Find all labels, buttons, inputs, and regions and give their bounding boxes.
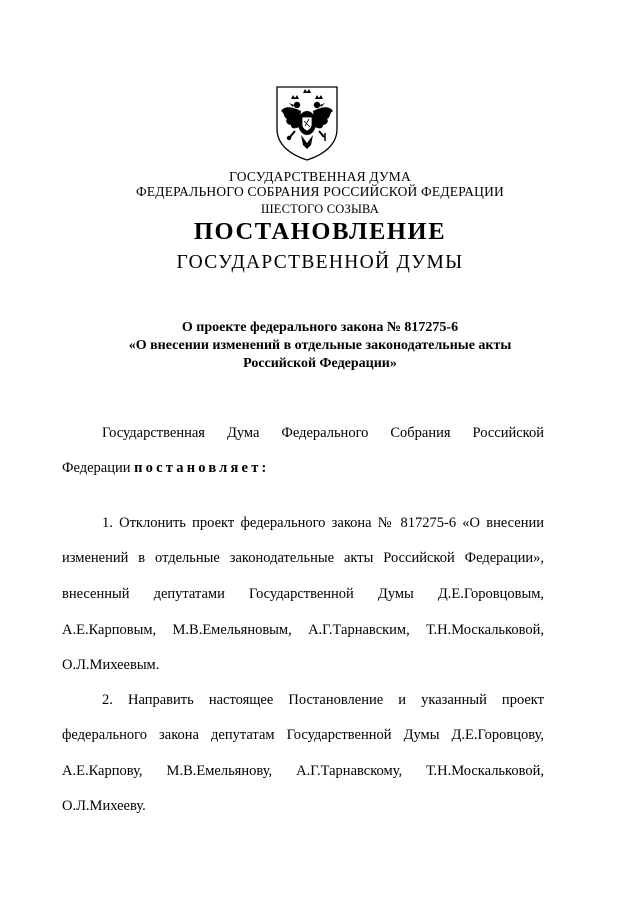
preamble-line <box>62 458 544 478</box>
clause-2-line: федерального закона депутатам Государственной Думы Д.Е.Горовцову, <box>62 727 544 743</box>
document-type-title: ПОСТАНОВЛЕНИЕ <box>193 218 447 245</box>
clause-1-line: 1. Отклонить проект федерального закона № 817275-6 «О внесении <box>102 515 544 531</box>
clause-2-line: О.Л.Михееву. <box>62 798 146 814</box>
clause-1-line: А.Е.Карповым, М.В.Емельяновым, А.Г.Тарнавским, Т.Н.Москальковой, <box>62 622 544 638</box>
subject-line: «О внесении изменений в отдельные законодательные акты <box>128 338 512 353</box>
clause-1-line: изменений в отдельные законодательные акты Российской Федерации», <box>62 550 544 566</box>
assembly-name: ФЕДЕРАЛЬНОГО СОБРАНИЯ РОССИЙСКОЙ ФЕДЕРАЦИИ <box>136 184 504 199</box>
coat-of-arms-icon <box>273 83 341 163</box>
preamble-start: Федерации <box>62 460 131 476</box>
subject-line: О проекте федерального закона № 817275-6 <box>181 320 459 335</box>
clause-2-line: А.Е.Карпову, М.В.Емельянову, А.Г.Тарнавскому, Т.Н.Москальковой, <box>62 763 544 779</box>
convocation: ШЕСТОГО СОЗЫВА <box>260 202 380 216</box>
document-issuer: ГОСУДАРСТВЕННОЙ ДУМЫ <box>176 252 464 273</box>
subject-line: Российской Федерации» <box>243 356 397 371</box>
resolution-verb: постановляет: <box>134 460 270 476</box>
clause-1-line: внесенный депутатами Государственной Думы Д.Е.Горовцовым, <box>62 586 544 602</box>
parliament-name: ГОСУДАРСТВЕННАЯ ДУМА <box>229 169 411 184</box>
clause-1-line: О.Л.Михеевым. <box>62 657 160 673</box>
clause-2-line: 2. Направить настоящее Постановление и указанный проект <box>102 692 544 708</box>
preamble-line: Государственная Дума Федерального Собрания Российской <box>102 425 544 441</box>
